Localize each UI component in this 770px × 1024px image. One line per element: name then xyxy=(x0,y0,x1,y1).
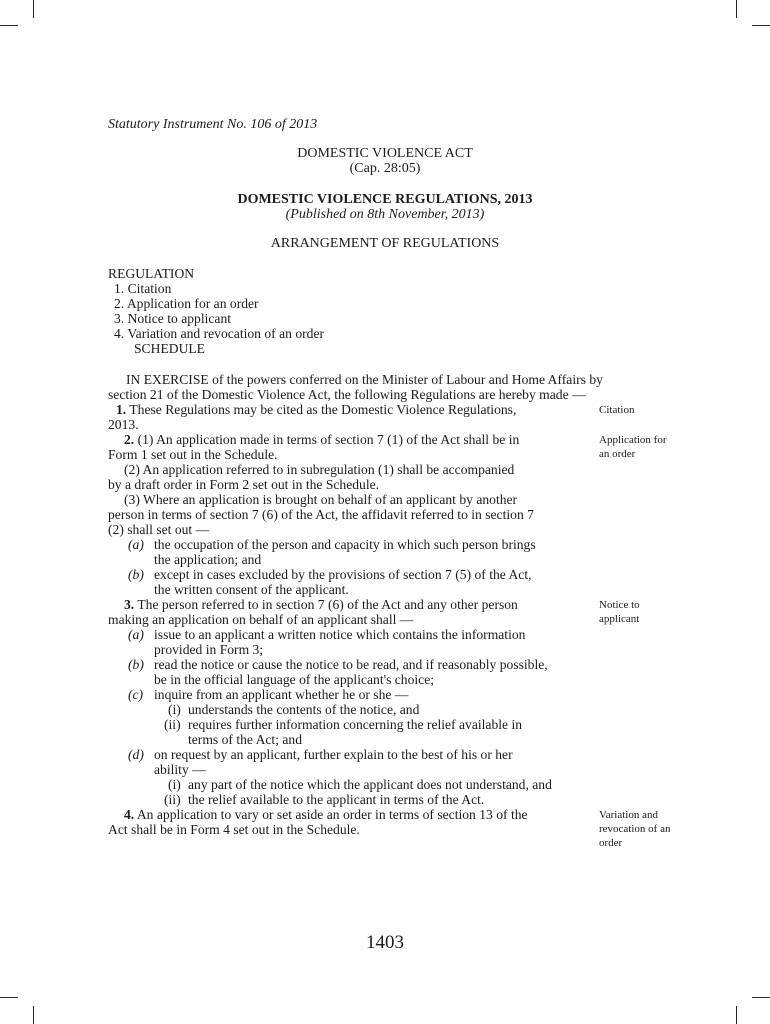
regulation-text: The person referred to in section 7 (6) of the Act and any other person xyxy=(137,597,518,612)
subparagraph-text: any part of the notice which the applicant does not understand, and xyxy=(188,777,552,792)
paragraph-text: except in cases excluded by the provisions of section 7 (5) of the Act, xyxy=(154,567,532,582)
toc-heading: REGULATION xyxy=(108,266,195,281)
subparagraph-text: terms of the Act; and xyxy=(188,732,303,747)
regulation-number: 1. xyxy=(116,402,127,417)
regulation-2-line: by a draft order in Form 2 set out in the Schedule. xyxy=(108,477,380,492)
regulation-1-line xyxy=(116,402,516,417)
paragraph-label: (d) xyxy=(128,747,144,762)
instrument-title: Statutory Instrument No. 106 of 2013 xyxy=(108,117,318,132)
act-title: DOMESTIC VIOLENCE ACT xyxy=(297,146,473,161)
paragraph-text: read the notice or cause the notice to be read, and if reasonably possible, xyxy=(154,657,548,672)
crop-mark xyxy=(736,0,737,18)
regulation-2-line: (2) shall set out — xyxy=(108,522,210,537)
preamble-line: IN EXERCISE of the powers conferred on the Minister of Labour and Home Affairs by xyxy=(126,372,603,387)
margin-note-application: Application for an order xyxy=(599,434,667,460)
paragraph-text: the occupation of the person and capacity in which such person brings xyxy=(154,537,536,552)
preamble-line: section 21 of the Domestic Violence Act, the following Regulations are hereby made — xyxy=(108,387,586,402)
paragraph-text: the application; and xyxy=(154,552,262,567)
crop-mark xyxy=(33,1006,34,1024)
paragraph-text: issue to an applicant a written notice which contains the information xyxy=(154,627,526,642)
regulation-number: 4. xyxy=(124,807,135,822)
regulation-2-line: Form 1 set out in the Schedule. xyxy=(108,447,278,462)
regulation-2-line xyxy=(124,432,519,447)
paragraph-text: be in the official language of the applicant's choice; xyxy=(154,672,435,687)
margin-note-variation: Variation and revocation of an order xyxy=(599,809,671,849)
regulation-number: 2. xyxy=(124,432,135,447)
paragraph-label: (a) xyxy=(128,537,144,552)
crop-mark xyxy=(33,0,34,18)
paragraph-text: on request by an applicant, further explain to the best of his or her xyxy=(154,747,513,762)
regulation-2-line: person in terms of section 7 (6) of the Act, the affidavit referred to in section 7 xyxy=(108,507,534,522)
crop-mark xyxy=(752,25,770,26)
subparagraph-label: (ii) xyxy=(164,792,181,807)
published-date: (Published on 8th November, 2013) xyxy=(285,207,485,222)
regulation-3-line xyxy=(124,597,518,612)
regulation-2-line: (2) An application referred to in subregulation (1) shall be accompanied xyxy=(124,462,515,477)
paragraph-label: (b) xyxy=(128,657,144,672)
arrangement-heading: ARRANGEMENT OF REGULATIONS xyxy=(270,236,500,251)
paragraph-text: inquire from an applicant whether he or she — xyxy=(154,687,409,702)
paragraph-label: (b) xyxy=(128,567,144,582)
toc-item: 3. Notice to applicant xyxy=(114,311,232,326)
regulation-text: An application to vary or set aside an order in terms of section 13 of the xyxy=(136,807,528,822)
toc-item: 2. Application for an order xyxy=(114,296,259,311)
subparagraph-label: (i) xyxy=(168,702,181,717)
regulation-1-line: 2013. xyxy=(108,417,139,432)
chapter-ref: (Cap. 28:05) xyxy=(349,161,421,176)
paragraph-text: the written consent of the applicant. xyxy=(154,582,349,597)
paragraph-label: (a) xyxy=(128,627,144,642)
regulation-text: (1) An application made in terms of section 7 (1) of the Act shall be in xyxy=(137,432,520,447)
page-number: 1403 xyxy=(366,932,404,953)
regulation-4-line: Act shall be in Form 4 set out in the Schedule. xyxy=(108,822,360,837)
paragraph-label: (c) xyxy=(128,687,144,702)
subparagraph-label: (ii) xyxy=(164,717,181,732)
subparagraph-text: the relief available to the applicant in terms of the Act. xyxy=(188,792,485,807)
subparagraph-label: (i) xyxy=(168,777,181,792)
regulation-2-line: (3) Where an application is brought on behalf of an applicant by another xyxy=(124,492,518,507)
regulations-title: DOMESTIC VIOLENCE REGULATIONS, 2013 xyxy=(237,192,533,207)
subparagraph-text: requires further information concerning the relief available in xyxy=(188,717,523,732)
paragraph-text: provided in Form 3; xyxy=(154,642,264,657)
crop-mark xyxy=(752,997,770,998)
regulation-4-line xyxy=(124,807,528,822)
margin-note-notice: Notice to applicant xyxy=(599,599,640,625)
crop-mark xyxy=(736,1006,737,1024)
subparagraph-text: understands the contents of the notice, and xyxy=(188,702,420,717)
toc-item: 4. Variation and revocation of an order xyxy=(114,326,324,341)
regulation-number: 3. xyxy=(124,597,135,612)
crop-mark xyxy=(0,25,18,26)
margin-note-citation: Citation xyxy=(599,404,635,416)
regulation-text: These Regulations may be cited as the Domestic Violence Regulations, xyxy=(129,402,517,417)
toc-schedule: SCHEDULE xyxy=(134,341,205,356)
regulation-3-line: making an application on behalf of an applicant shall — xyxy=(108,612,414,627)
crop-mark xyxy=(0,997,18,998)
toc-item: 1. Citation xyxy=(114,281,172,296)
paragraph-text: ability — xyxy=(154,762,206,777)
